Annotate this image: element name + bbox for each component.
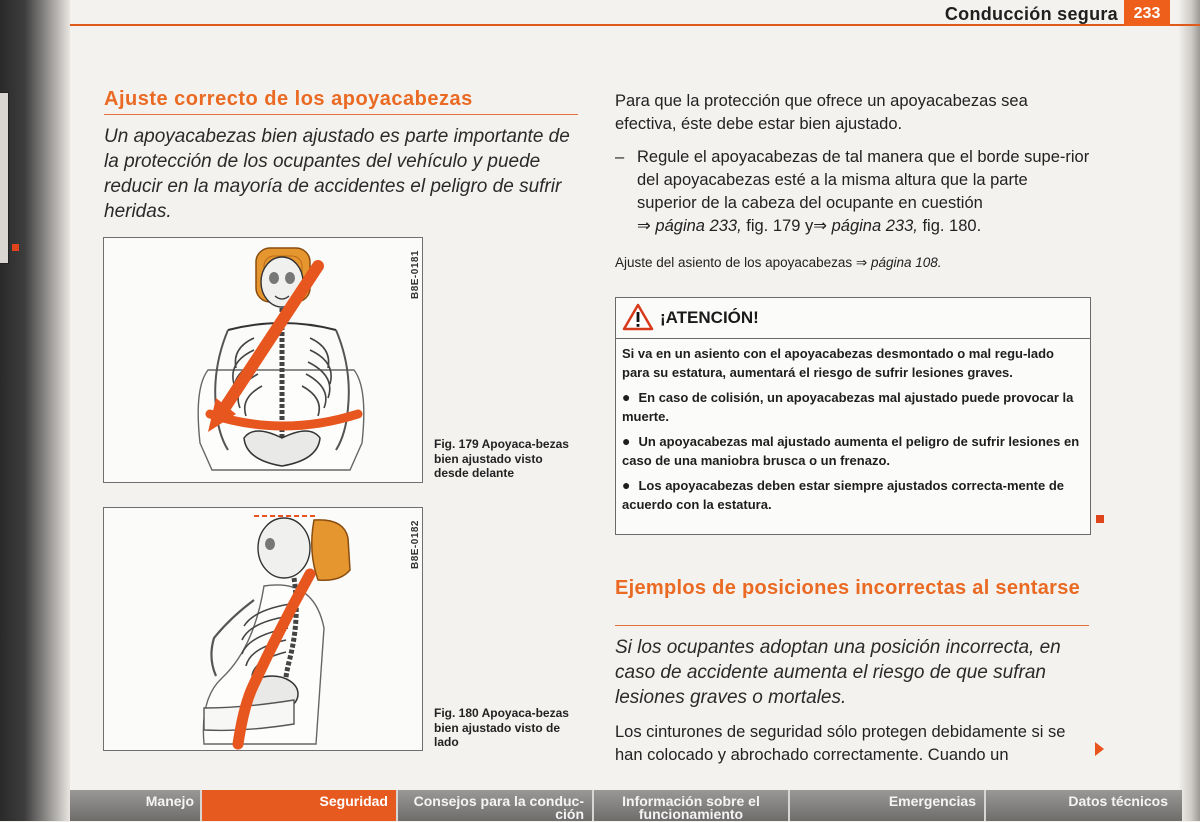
bullet-icon: ●	[622, 433, 631, 449]
page-number: 233	[1124, 0, 1170, 26]
cross-reference-text: Ajuste del asiento de los apoyacabezas	[615, 255, 856, 270]
page-edge-shadow	[1178, 0, 1200, 821]
tab-manejo[interactable]: Manejo	[70, 790, 202, 821]
figure-ref: fig. 180.	[917, 217, 982, 235]
margin-marker	[12, 244, 19, 251]
figure-ref: fig. 179 y	[741, 217, 814, 235]
page-link[interactable]: ⇒ página 233,	[813, 217, 918, 235]
bullet-icon: ●	[622, 477, 631, 493]
next-page-arrow-icon	[1095, 742, 1104, 756]
section-rule	[615, 625, 1089, 626]
warning-item: ● Los apoyacabezas deben estar siempre ajustados correcta-mente de acuerdo con la estatura.	[622, 477, 1065, 512]
warning-title: ¡ATENCIÓN!	[660, 308, 759, 327]
body-paragraph: Los cinturones de seguridad sólo protegen debidamente si se han colocado y abrochado correctamente. Cuando un	[615, 723, 1066, 764]
tab-emergencias[interactable]: Emergencias	[790, 790, 986, 821]
section-title: Ejemplos de posiciones incorrectas al sentarse	[615, 577, 1081, 599]
running-header: Conducción segura	[944, 4, 1118, 24]
warning-header	[616, 298, 1090, 339]
instruction-body: Regule el apoyacabezas de tal manera que el borde supe-rior del apoyacabezas esté a la misma altura que la parte superior de la cabeza del ocupante en cuestión	[637, 148, 1090, 212]
tab-consejos[interactable]: Consejos para la conduc- ción	[398, 790, 594, 821]
chapter-nav	[70, 790, 1182, 821]
bullet-icon: ●	[622, 389, 631, 405]
page-link[interactable]: ⇒ página 108.	[855, 255, 942, 270]
book-spine-shadow	[0, 0, 70, 821]
instruction-item	[615, 146, 1090, 238]
figure-code: B8E-0181	[410, 250, 421, 300]
warning-triangle-icon	[622, 303, 654, 331]
warning-box	[615, 297, 1091, 535]
warning-item: ● En caso de colisión, un apoyacabezas mal ajustado puede provocar la muerte.	[622, 389, 1074, 424]
figure-headrest-side	[103, 507, 423, 751]
instruction-text	[637, 146, 1090, 238]
page-link[interactable]: ⇒ página 233,	[637, 217, 742, 235]
skeleton-front-illustration	[104, 238, 422, 482]
figure-caption: Fig. 180 Apoyaca-bezas bien ajustado visto de lado	[434, 706, 569, 749]
dash-marker: –	[615, 148, 625, 166]
tab-datos-tecnicos[interactable]: Datos técnicos	[1068, 793, 1168, 809]
section-title: Ajuste correcto de los apoyacabezas	[104, 88, 473, 110]
warning-body	[622, 344, 1084, 520]
figure-caption: Fig. 179 Apoyaca-bezas bien ajustado visto desde delante	[434, 437, 569, 480]
lead-paragraph: Si los ocupantes adoptan una posición incorrecta, en caso de accidente aumenta el riesgo de que sufran lesiones graves o mortales.	[615, 637, 1061, 708]
intro-paragraph: Para que la protección que ofrece un apoyacabezas sea efectiva, éste debe estar bien ajustado.	[615, 92, 1028, 133]
tab-informacion[interactable]: Información sobre el funcionamiento	[594, 790, 790, 821]
figure-headrest-front	[103, 237, 423, 483]
figure-code: B8E-0182	[410, 520, 421, 570]
tab-seguridad[interactable]: Seguridad	[202, 790, 398, 821]
section-rule	[104, 114, 578, 115]
skeleton-side-illustration	[104, 508, 422, 750]
warning-item: ● Un apoyacabezas mal ajustado aumenta el peligro de sufrir lesiones en caso de una maniobra brusca o un frenazo.	[622, 433, 1080, 468]
warning-text: Si va en un asiento con el apoyacabezas desmontado o mal regu-lado para su estatura, aumentará el riesgo de sufrir lesiones graves.	[622, 346, 1055, 380]
margin-tab	[0, 92, 9, 264]
cross-reference	[615, 255, 1085, 271]
lead-paragraph: Un apoyacabezas bien ajustado es parte importante de la protección de los ocupantes del vehículo y puede reducir en la mayoría de accidentes el peligro de sufrir heridas.	[104, 126, 570, 222]
section-end-marker	[1096, 515, 1104, 523]
